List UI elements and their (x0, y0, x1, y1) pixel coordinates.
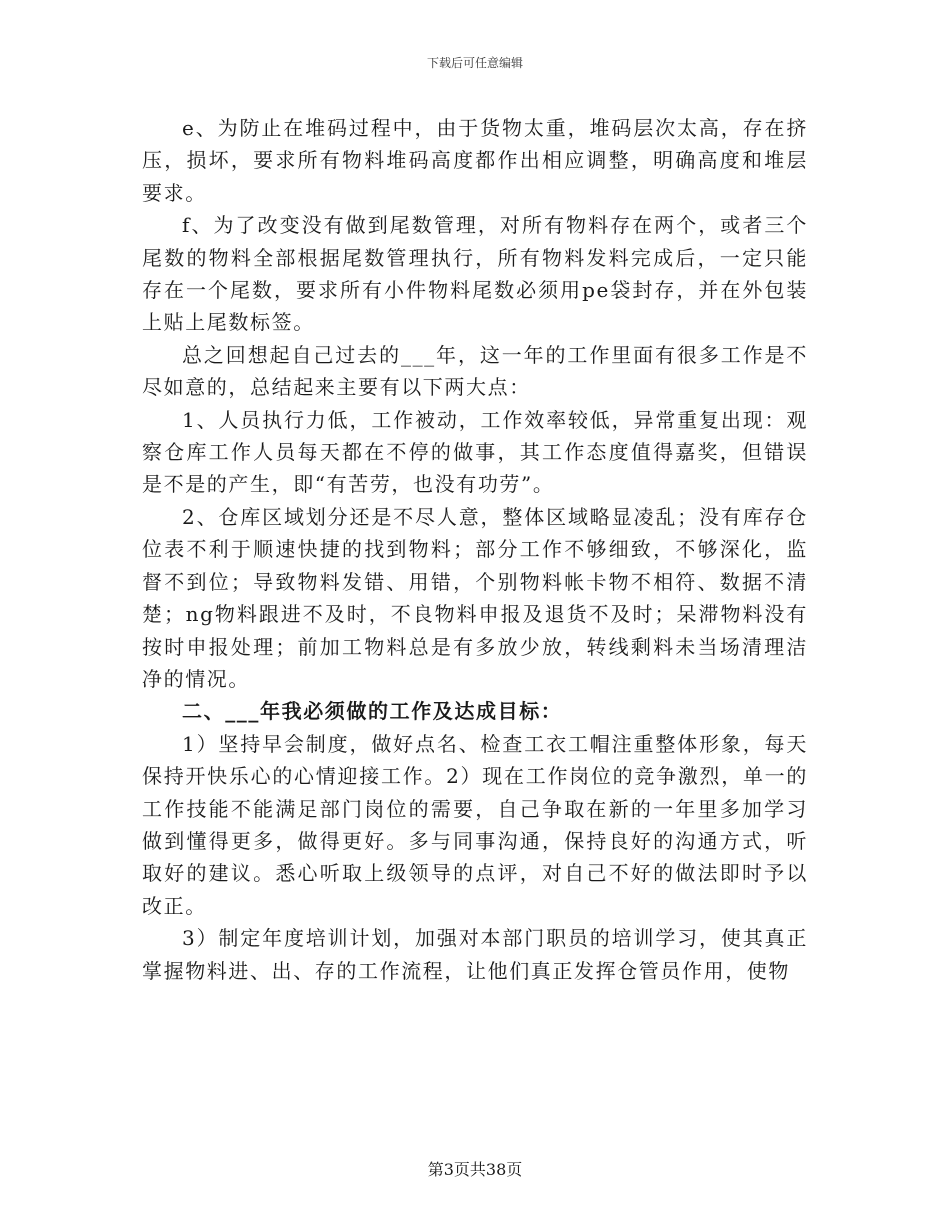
paragraph-item-e: e、为防止在堆码过程中，由于货物太重，堆码层次太高，存在挤压，损坏，要求所有物料堆码高度都作出相应调整，明确高度和堆层要求。 (142, 116, 808, 205)
paragraph-summary: 总之回想起自己过去的___年，这一年的工作里面有很多工作是不尽如意的，总结起来主要有以下两大点： (142, 342, 808, 400)
section-heading: 二、___年我必须做的工作及达成目标： (182, 699, 563, 724)
paragraph-item-f: f、为了改变没有做到尾数管理，对所有物料存在两个，或者三个尾数的物料全部根据尾数管理执行，所有物料发料完成后，一定只能存在一个尾数，要求所有小件物料尾数必须用pe袋封存，并在外包装上贴上尾数标签。 (142, 213, 808, 335)
paragraph-point-1: 1、人员执行力低，工作被动，工作效率较低，异常重复出现：观察仓库工作人员每天都在不停的做事，其工作态度值得嘉奖，但错误是不是的产生，即“有苦劳，也没有功劳”。 (142, 407, 808, 497)
paragraph-goal-1-2: 1）坚持早会制度，做好点名、检查工衣工帽注重整体形象，每天保持开快乐心的心情迎接工作。2）现在工作岗位的竞争激烈，单一的工作技能不能满足部门岗位的需要，自己争取在新的一年里多加学习做到懂得更多，做得更好。多与同事沟通，保持良好的沟通方式，听取好的建议。悉心听取上级领导的点评，对自己不好的做法即时予以改正。 (142, 731, 808, 918)
page-header: 下载后可任意编辑 (426, 56, 523, 70)
paragraph-goal-3: 3）制定年度培训计划，加强对本部门职员的培训学习，使其真正掌握物料进、出、存的工作流程，让他们真正发挥仓管员作用，使物 (142, 926, 808, 983)
paragraph-point-2: 2、仓库区域划分还是不尽人意，整体区域略显凌乱；没有库存仓位表不利于顺速快捷的找到物料；部分工作不够细致，不够深化，监督不到位；导致物料发错、用错，个别物料帐卡物不相符、数据不清楚；ng物料跟进不及时，不良物料申报及退货不及时；呆滞物料没有按时申报处理；前加工物料总是有多放少放，转线剩料未当场清理洁净的情况。 (142, 504, 808, 691)
document-body (142, 112, 808, 987)
page-number: 第3页共38页 (427, 1160, 523, 1179)
